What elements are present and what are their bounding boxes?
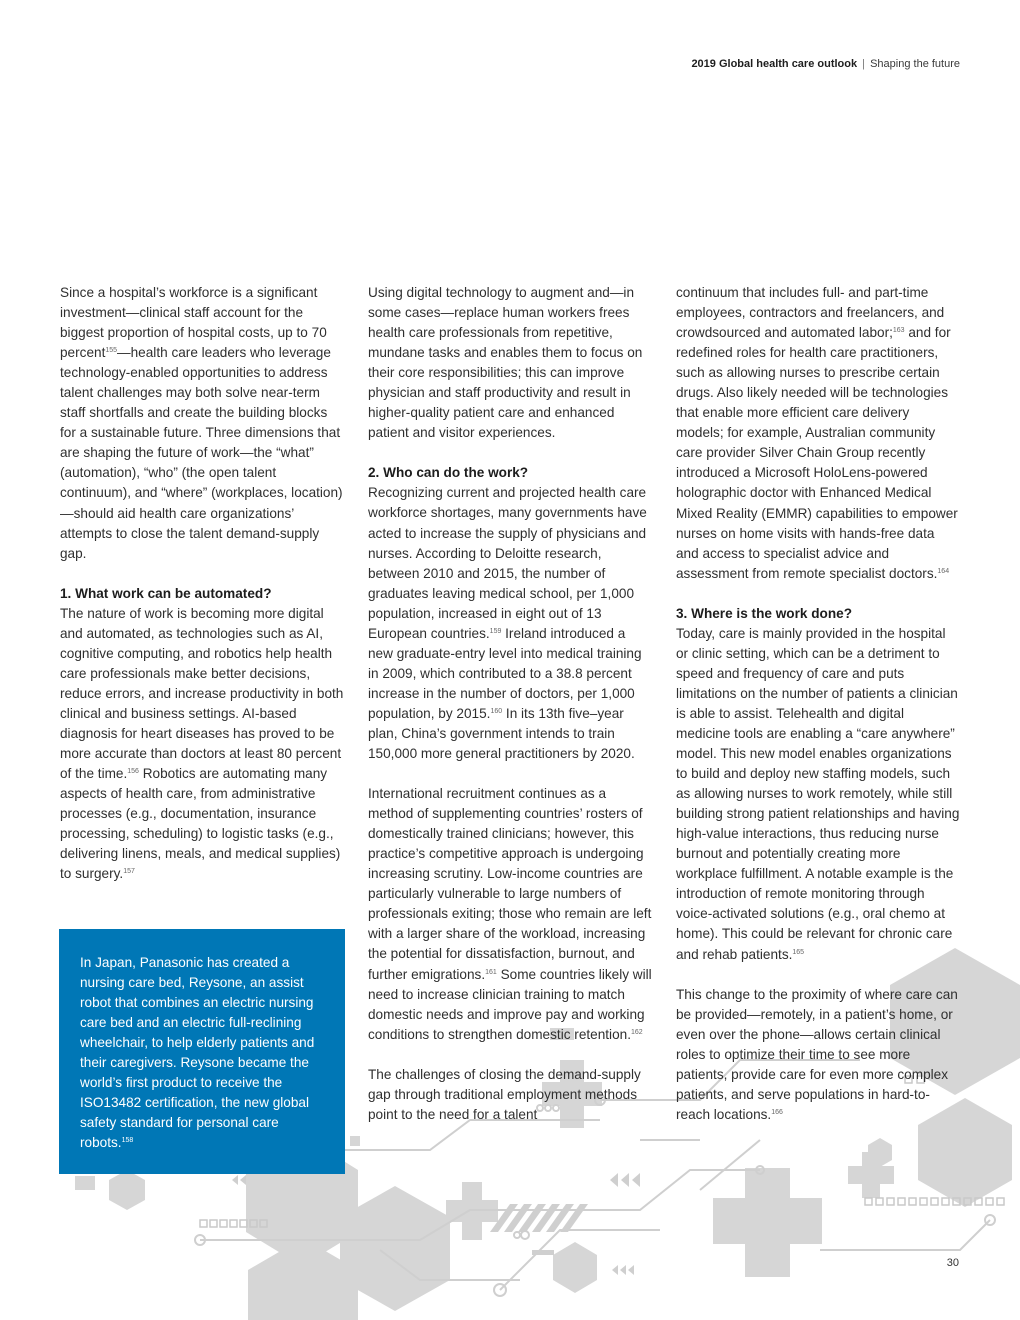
hexagon-shape <box>553 1242 597 1293</box>
footnote-ref[interactable]: 162 <box>630 1028 643 1036</box>
footnote-ref[interactable]: 158 <box>121 1137 134 1145</box>
section-heading-who: 2. Who can do the work? <box>368 465 529 481</box>
footnote-ref[interactable]: 166 <box>771 1108 783 1116</box>
hexagon-shape <box>109 1170 145 1210</box>
column-3 <box>676 283 960 1145</box>
care-anywhere-paragraph: Today, care is mainly provided in the hospital or clinic setting, which can be a detriment to speed and frequency of care and puts limitations on the number of patients a clinician is able to assist. Telehealth and digital medicine tools are enabling a “care anywhere” model. This new model enables organizations to build and deploy new staffing models, such as allowing nurses to work remotely, while still building strong patient relationships and having high-value interactions, thus reducing nurse burnout and potentially creating more workplace fulfillment. A notable example is the introduction of remote monitoring through voice-activated solutions (e.g., oral chemo at home). This could be relevant for chronic care and rehab patients.$^{165}$ <box>676 625 960 962</box>
footnote-ref[interactable]: 157 <box>123 868 135 876</box>
international-recruitment-paragraph: International recruitment continues as a method of supplementing countries’ rosters of domestically trained clinicians; however, this practice’s competitive approach is undergoing increasing scrutiny. Low-income countries are particularly vulnerable to large numbers of professionals exiting; those who remain are left with a larger share of the workload, increasing the potential for dissatisfaction, burnout, and further emigrations.$^{161}$ Some countries likely will need to increase clinician training to match domestic needs and improve pay and working conditions to strengthen domestic retention.$^{162}$ <box>368 786 652 1042</box>
workforce-shortage-paragraph: Recognizing current and projected health care workforce shortages, many governments have acted to increase the supply of physicians and nurses. According to Deloitte research, between 2010 and 2015, the number of graduates leaving medical school, per 1,000 population, increased in eight out of 13 European countries.$^{159}$ Ireland introduced a new graduate-entry level into medical training in 2009, which contributed to a 38.8 percent increase in the number of doctors, per 1,000 population, by 2015.$^{160}$ In its 13th five–year plan, China’s government intends to train 150,000 more general practitioners by 2020. <box>368 485 647 762</box>
report-title: 2019 Global health care outlook <box>691 58 858 70</box>
digital-technology-paragraph: Using digital technology to augment and—in some cases—replace human workers frees health care professionals from repetitive, mundane tasks and enables them to focus on their core responsibilities; this can improve physician and staff productivity and result in higher-quality patient care and enhanced patient and visitor experiences. <box>368 285 643 441</box>
footnote-ref[interactable]: 164 <box>937 567 950 575</box>
column-2 <box>368 283 652 1145</box>
callout-text: In Japan, Panasonic has created a nursing care bed, Reysone, an assist robot that combines an electric nursing care bed and an electric full-reclining wheelchair, to help elderly patients and their caregivers. Reysone became the world’s first product to receive the ISO13482 certification, the new global safety standard for personal care robots. <box>80 955 315 1151</box>
column-1 <box>60 283 344 904</box>
footnote-ref[interactable]: 159 <box>489 627 502 635</box>
footnote-ref[interactable]: 165 <box>792 948 805 956</box>
talent-continuum-paragraph: continuum that includes full- and part-time employees, contractors and freelancers, and crowdsourced and automated labor;$^{163}$ and for redefined roles for health care practitioners, such as allowing nurses to prescribe certain drugs. Also likely needed will be technologies that enable more efficient care delivery models; for example, Australian community care provider Silver Chain Group recently introduced a Microsoft HoloLens-powered holographic doctor with Enhanced Medical Mixed Reality (EMMR) capabilities to empower nurses on home visits with hands-free data and access to specialist advice and assessment from remote specialist doctors.$^{164}$ <box>676 285 958 581</box>
header-separator: | <box>862 58 866 70</box>
report-subtitle: Shaping the future <box>870 58 960 70</box>
footnote-ref[interactable]: 155 <box>105 347 118 355</box>
intro-paragraph: Since a hospital’s workforce is a significant investment—clinical staff account for the biggest proportion of hospital costs, up to 70 percent$^{155}$—health care leaders who leverage technology-enabled opportunities to address talent challenges may both solve near-term staff shortfalls and create the building blocks for a sustainable future. Three dimensions that are shaping the future of work—the “what” (automation), “who” (the open talent continuum), and “where” (workplaces, location)—should aid health care organizations’ attempts to close the talent demand-supply gap. <box>60 285 343 561</box>
section-heading-automation: 1. What work can be automated? <box>60 585 272 601</box>
proximity-paragraph: This change to the proximity of where care can be provided—remotely, in a patient’s home, or even over the phone—allows certain clinical roles to optimize their time to see more patients, provide care for even more complex patients, and serve populations in hard-to-reach locations.$^{166}$ <box>676 986 958 1122</box>
footnote-ref[interactable]: 163 <box>892 327 905 335</box>
automation-paragraph: The nature of work is becoming more digital and automated, as technologies such as AI, cognitive computing, and robotics help health care professionals make better decisions, reduce errors, and increase productivity in both clinical and business settings. AI-based diagnosis for heart diseases has proved to be more accurate than doctors at least 80 percent of the time.$^{156}$ Robotics are automating many aspects of health care, from administrative processes (e.g., documentation, insurance processing, scheduling) to logistic tasks (e.g., delivering linens, meals, and medical supplies) to surgery.$^{157}$ <box>60 605 344 882</box>
footnote-ref[interactable]: 161 <box>485 968 497 976</box>
medical-cross-shape <box>713 1168 822 1277</box>
section-heading-where: 3. Where is the work done? <box>676 605 852 621</box>
footnote-ref[interactable]: 160 <box>490 707 503 715</box>
footnote-ref[interactable]: 156 <box>127 768 139 776</box>
circuit-line <box>820 1220 990 1250</box>
panasonic-callout-box <box>59 929 345 1174</box>
page-number: 30 <box>946 1257 959 1269</box>
demand-supply-paragraph: The challenges of closing the demand-supply gap through traditional employment methods point to the need for a talent <box>368 1066 641 1122</box>
running-header <box>691 58 960 70</box>
